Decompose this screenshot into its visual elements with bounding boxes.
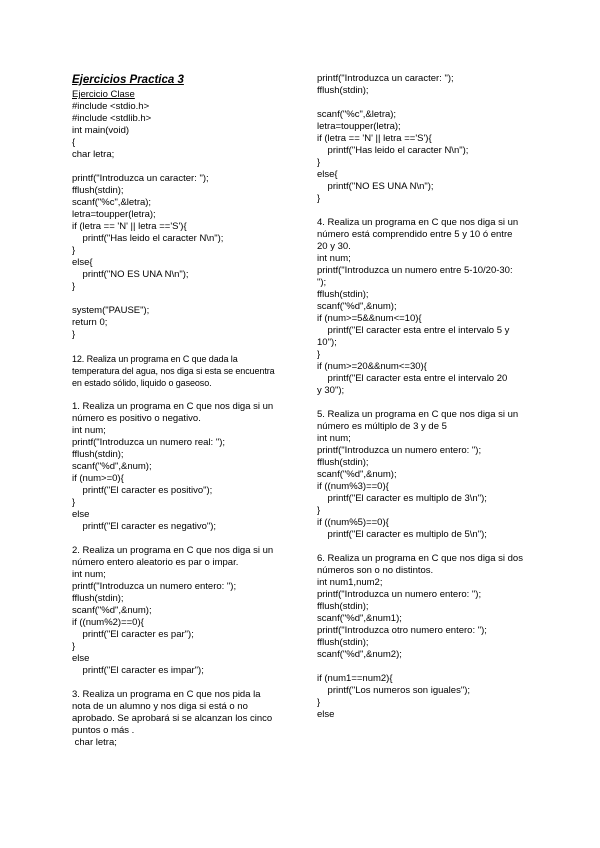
exercise-5-code <box>317 433 539 541</box>
text-line: if ((num%5)==0){ <box>317 517 389 528</box>
text-line: if (letra == 'N' || letra =='S'){ <box>72 221 187 232</box>
text-line: 12. Realiza un programa en C que dada la <box>72 354 238 364</box>
text-line: printf("El caracter es impar"); <box>72 665 204 676</box>
text-line: if (num>=0){ <box>72 473 124 484</box>
text-line: en estado sólido, liquido o gaseoso. <box>72 378 212 388</box>
text-line: fflush(stdin); <box>317 85 369 96</box>
text-line: puntos o más . <box>72 725 135 736</box>
text-line: temperatura del agua, nos diga si esta se encuentra <box>72 366 275 376</box>
text-line: 2. Realiza un programa en C que nos diga si un <box>72 545 274 556</box>
text-line: char letra; <box>72 149 115 160</box>
text-line: system("PAUSE"); <box>72 305 150 316</box>
text-line: scanf("%d",&num); <box>317 301 397 312</box>
exercise-3-code <box>72 737 292 749</box>
exercise-12-text <box>72 353 292 389</box>
left-column <box>72 73 292 749</box>
text-line: 1. Realiza un programa en C que nos diga si un <box>72 401 274 412</box>
text-line <box>317 97 539 109</box>
text-line: printf("Has leido el caracter N\n"); <box>317 145 469 156</box>
exercise-3-title <box>72 689 292 737</box>
text-line: } <box>72 497 76 508</box>
text-line: aprobado. Se aprobará si se alcanzan los cinco <box>72 713 273 724</box>
text-line: printf("El caracter es par"); <box>72 629 194 640</box>
text-line: printf("NO ES UNA N\n"); <box>72 269 189 280</box>
text-line: printf("Introduzca otro numero entero: "); <box>317 625 487 636</box>
text-line: número entero aleatorio es par o impar. <box>72 557 239 568</box>
text-line: printf("Introduzca un numero entre 5-10/20-30: <box>317 265 513 276</box>
text-line: printf("NO ES UNA N\n"); <box>317 181 434 192</box>
exercise-2-code <box>72 569 292 677</box>
text-line <box>72 293 292 305</box>
exercise-6-title <box>317 553 539 577</box>
text-line: nota de un alumno y nos diga si está o no <box>72 701 248 712</box>
text-line: printf("Los numeros son iguales"); <box>317 685 471 696</box>
text-line: printf("Introduzca un numero entero: "); <box>317 445 482 456</box>
text-line: scanf("%c",&letra); <box>72 197 152 208</box>
text-line: #include <stdlib.h> <box>72 113 152 124</box>
exercise-4-title <box>317 217 539 253</box>
text-line: 3. Realiza un programa en C que nos pida la <box>72 689 261 700</box>
text-line: 4. Realiza un programa en C que nos diga si un <box>317 217 519 228</box>
text-line: int num; <box>317 253 351 264</box>
exercise-5-title <box>317 409 539 433</box>
exercise-1-code <box>72 425 292 533</box>
text-line: } <box>72 641 76 652</box>
text-line: } <box>72 281 76 292</box>
text-line: fflush(stdin); <box>317 289 369 300</box>
text-line: 6. Realiza un programa en C que nos diga si dos <box>317 553 523 564</box>
text-line: número está comprendido entre 5 y 10 ó entre <box>317 229 513 240</box>
text-line: fflush(stdin); <box>72 185 124 196</box>
text-line: } <box>317 697 321 708</box>
right-column <box>317 73 539 721</box>
text-line: char letra; <box>72 737 117 748</box>
text-line: fflush(stdin); <box>72 593 124 604</box>
text-line: printf("El caracter es negativo"); <box>72 521 217 532</box>
text-line: scanf("%d",&num); <box>72 461 152 472</box>
exercise-1-title <box>72 401 292 425</box>
exercise-3-code-continued <box>317 73 539 205</box>
text-line: scanf("%d",&num); <box>317 469 397 480</box>
exercise-6-code <box>317 577 539 721</box>
text-line: #include <stdio.h> <box>72 101 150 112</box>
text-line: if (letra == 'N' || letra =='S'){ <box>317 133 432 144</box>
text-line: número es múltiplo de 3 y de 5 <box>317 421 447 432</box>
text-line: } <box>72 329 76 340</box>
text-line: printf("Has leido el caracter N\n"); <box>72 233 224 244</box>
text-line: fflush(stdin); <box>317 457 369 468</box>
text-line: y 30"); <box>317 385 345 396</box>
text-line <box>317 661 539 673</box>
text-line: fflush(stdin); <box>317 601 369 612</box>
text-line: return 0; <box>72 317 108 328</box>
text-line: printf("El caracter es positivo"); <box>72 485 213 496</box>
text-line: 5. Realiza un programa en C que nos diga si un <box>317 409 519 420</box>
text-line: else <box>72 653 90 664</box>
text-line: printf("Introduzca un numero entero: "); <box>72 581 237 592</box>
text-line: } <box>317 349 321 360</box>
text-line: int num; <box>72 425 106 436</box>
text-line: printf("Introduzca un numero entero: "); <box>317 589 482 600</box>
text-line: } <box>317 157 321 168</box>
text-line: fflush(stdin); <box>317 637 369 648</box>
exercise-4-code <box>317 253 539 397</box>
text-line: scanf("%d",&num1); <box>317 613 402 624</box>
text-line: letra=toupper(letra); <box>72 209 156 220</box>
text-line: scanf("%d",&num); <box>72 605 152 616</box>
text-line: else{ <box>317 169 338 180</box>
text-line: else <box>317 709 335 720</box>
text-line: 10"); <box>317 337 337 348</box>
text-line: } <box>72 245 76 256</box>
text-line: int num1,num2; <box>317 577 383 588</box>
text-line: printf("El caracter esta entre el intervalo 20 <box>317 373 508 384</box>
text-line: int main(void) <box>72 125 130 136</box>
text-line: else <box>72 509 90 520</box>
clase-code-block <box>72 101 292 341</box>
text-line: número es positivo o negativo. <box>72 413 201 424</box>
text-line: if (num>=5&&num<=10){ <box>317 313 422 324</box>
text-line: printf("El caracter esta entre el intervalo 5 y <box>317 325 510 336</box>
section-subtitle: Ejercicio Clase <box>72 89 135 100</box>
text-line: printf("Introduzca un caracter: "); <box>72 173 209 184</box>
text-line: scanf("%c",&letra); <box>317 109 397 120</box>
text-line: if ((num%2)==0){ <box>72 617 144 628</box>
text-line: letra=toupper(letra); <box>317 121 401 132</box>
text-line: if (num1==num2){ <box>317 673 393 684</box>
text-line: int num; <box>317 433 351 444</box>
text-line: scanf("%d",&num2); <box>317 649 402 660</box>
text-line: printf("El caracter es multiplo de 5\n"); <box>317 529 487 540</box>
text-line: if (num>=20&&num<=30){ <box>317 361 427 372</box>
text-line <box>72 161 292 173</box>
exercise-2-title <box>72 545 292 569</box>
text-line: printf("Introduzca un numero real: "); <box>72 437 226 448</box>
text-line: printf("El caracter es multiplo de 3\n"); <box>317 493 487 504</box>
text-line: int num; <box>72 569 106 580</box>
text-line: números son o no distintos. <box>317 565 434 576</box>
text-line: 20 y 30. <box>317 241 351 252</box>
text-line: fflush(stdin); <box>72 449 124 460</box>
text-line: "); <box>317 277 327 288</box>
text-line: if ((num%3)==0){ <box>317 481 389 492</box>
text-line: } <box>317 193 321 204</box>
text-line: } <box>317 505 321 516</box>
text-line: else{ <box>72 257 93 268</box>
text-line: printf("Introduzca un caracter: "); <box>317 73 454 84</box>
document-title: Ejercicios Practica 3 <box>72 74 184 86</box>
text-line: { <box>72 137 76 148</box>
